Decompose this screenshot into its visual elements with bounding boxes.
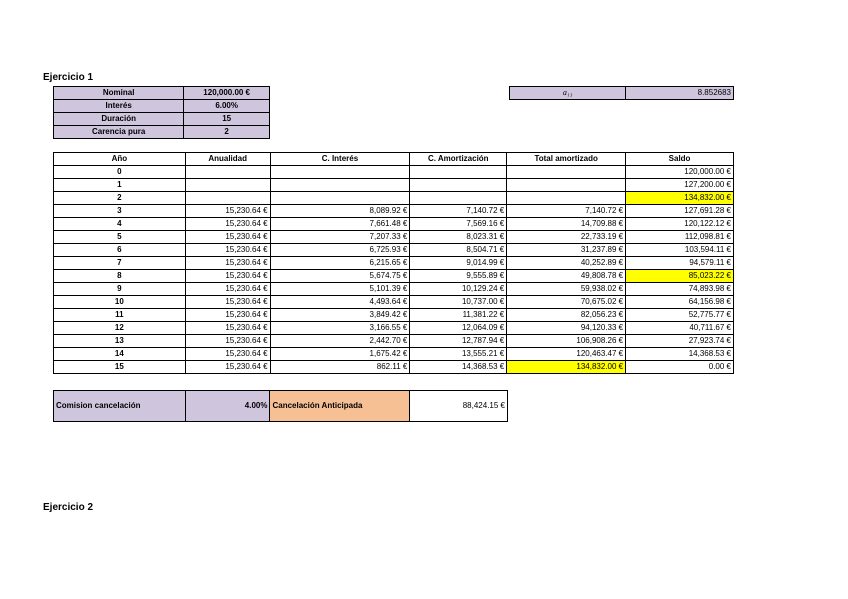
cell-year: 13 (54, 335, 186, 348)
cell-interes: 862.11 € (270, 361, 410, 374)
cell-interes: 1,675.42 € (270, 348, 410, 361)
cell-interes (270, 179, 410, 192)
cell-anualidad: 15,230.64 € (185, 218, 270, 231)
cell-interes: 3,166.55 € (270, 322, 410, 335)
cell-total: 40,252.89 € (507, 257, 626, 270)
cell-anualidad: 15,230.64 € (185, 361, 270, 374)
cell-anualidad: 15,230.64 € (185, 244, 270, 257)
column-header: C. Interés (270, 153, 410, 166)
parameter-row (54, 126, 270, 139)
cell-interes: 5,101.39 € (270, 283, 410, 296)
parameter-label: Carencia pura (54, 126, 184, 139)
commission-label: Comision cancelación (54, 391, 186, 422)
cell-anualidad: 15,230.64 € (185, 309, 270, 322)
cell-year: 4 (54, 218, 186, 231)
parameter-value: 6.00% (184, 100, 270, 113)
cell-total: 134,832.00 € (507, 361, 626, 374)
cell-anualidad: 15,230.64 € (185, 231, 270, 244)
cell-saldo: 40,711.67 € (626, 322, 734, 335)
cell-amortizacion: 9,014.99 € (410, 257, 507, 270)
cell-saldo: 134,832.00 € (626, 192, 734, 205)
parameter-label: Interés (54, 100, 184, 113)
parameter-value: 15 (184, 113, 270, 126)
cell-anualidad: 15,230.64 € (185, 322, 270, 335)
cell-anualidad: 15,230.64 € (185, 283, 270, 296)
table-row (54, 296, 734, 309)
cell-amortizacion: 10,129.24 € (410, 283, 507, 296)
cell-total: 22,733.19 € (507, 231, 626, 244)
cell-amortizacion (410, 179, 507, 192)
cell-amortizacion (410, 192, 507, 205)
cell-total (507, 166, 626, 179)
parameter-row (54, 113, 270, 126)
cell-interes: 3,849.42 € (270, 309, 410, 322)
cell-year: 7 (54, 257, 186, 270)
cell-saldo: 127,200.00 € (626, 179, 734, 192)
cell-saldo: 0.00 € (626, 361, 734, 374)
cell-total: 94,120.33 € (507, 322, 626, 335)
table-row (54, 192, 734, 205)
amortization-table (53, 152, 734, 374)
cell-saldo: 85,023.22 € (626, 270, 734, 283)
cell-interes: 7,661.48 € (270, 218, 410, 231)
table-row (54, 257, 734, 270)
column-header: Año (54, 153, 186, 166)
cell-year: 15 (54, 361, 186, 374)
cell-anualidad (185, 179, 270, 192)
cell-year: 3 (54, 205, 186, 218)
table-row (54, 322, 734, 335)
cell-total: 59,938.02 € (507, 283, 626, 296)
cell-total: 49,808.78 € (507, 270, 626, 283)
cell-total: 106,908.26 € (507, 335, 626, 348)
annuity-factor-value: 8.852683 (626, 87, 734, 100)
cell-anualidad: 15,230.64 € (185, 296, 270, 309)
cell-amortizacion: 8,504.71 € (410, 244, 507, 257)
parameter-value: 120,000.00 € (184, 87, 270, 100)
cell-year: 1 (54, 179, 186, 192)
cell-amortizacion: 8,023.31 € (410, 231, 507, 244)
cell-total (507, 192, 626, 205)
cell-total: 82,056.23 € (507, 309, 626, 322)
column-header: Saldo (626, 153, 734, 166)
cell-saldo: 52,775.77 € (626, 309, 734, 322)
cell-year: 11 (54, 309, 186, 322)
cell-year: 5 (54, 231, 186, 244)
table-row (54, 231, 734, 244)
cell-amortizacion: 12,064.09 € (410, 322, 507, 335)
cell-year: 12 (54, 322, 186, 335)
cell-saldo: 127,691.28 € (626, 205, 734, 218)
parameter-value: 2 (184, 126, 270, 139)
column-header: Total amortizado (507, 153, 626, 166)
table-row (54, 309, 734, 322)
cell-saldo: 27,923.74 € (626, 335, 734, 348)
column-header: Anualidad (185, 153, 270, 166)
cell-year: 0 (54, 166, 186, 179)
table-row (54, 335, 734, 348)
cell-anualidad: 15,230.64 € (185, 257, 270, 270)
cell-total: 7,140.72 € (507, 205, 626, 218)
cell-anualidad: 15,230.64 € (185, 270, 270, 283)
table-row (54, 166, 734, 179)
cell-total: 14,709.88 € (507, 218, 626, 231)
cell-anualidad (185, 166, 270, 179)
table-row (54, 361, 734, 374)
table-row (54, 348, 734, 361)
early-cancellation-value: 88,424.15 € (410, 391, 508, 422)
cell-saldo: 74,893.98 € (626, 283, 734, 296)
column-header: C. Amortización (410, 153, 507, 166)
table-row (54, 205, 734, 218)
cell-saldo: 120,000.00 € (626, 166, 734, 179)
cell-interes: 6,725.93 € (270, 244, 410, 257)
cell-saldo: 120,122.12 € (626, 218, 734, 231)
cell-interes: 5,674.75 € (270, 270, 410, 283)
cell-anualidad: 15,230.64 € (185, 335, 270, 348)
cell-year: 8 (54, 270, 186, 283)
cell-interes: 6,215.65 € (270, 257, 410, 270)
cell-year: 2 (54, 192, 186, 205)
cell-amortizacion: 11,381.22 € (410, 309, 507, 322)
cell-amortizacion: 14,368.53 € (410, 361, 507, 374)
cell-total: 120,463.47 € (507, 348, 626, 361)
table-row (54, 179, 734, 192)
ejercicio-1-title: Ejercicio 1 (43, 72, 94, 83)
amortization-header-row (54, 153, 734, 166)
annuity-factor-symbol: a₁₃ (510, 87, 626, 100)
cell-interes: 2,442.70 € (270, 335, 410, 348)
cell-interes (270, 192, 410, 205)
cell-year: 10 (54, 296, 186, 309)
cell-interes (270, 166, 410, 179)
cell-amortizacion: 10,737.00 € (410, 296, 507, 309)
cell-amortizacion: 12,787.94 € (410, 335, 507, 348)
parameter-label: Nominal (54, 87, 184, 100)
early-cancellation-label: Cancelación Anticipada (270, 391, 410, 422)
cell-saldo: 94,579.11 € (626, 257, 734, 270)
table-row (54, 270, 734, 283)
cell-total: 31,237.89 € (507, 244, 626, 257)
commission-value: 4.00% (185, 391, 270, 422)
cell-amortizacion: 7,569.16 € (410, 218, 507, 231)
cell-saldo: 103,594.11 € (626, 244, 734, 257)
cell-year: 14 (54, 348, 186, 361)
cell-year: 9 (54, 283, 186, 296)
cell-anualidad: 15,230.64 € (185, 205, 270, 218)
table-row (54, 218, 734, 231)
cell-interes: 4,493.64 € (270, 296, 410, 309)
cell-interes: 8,089.92 € (270, 205, 410, 218)
parameter-row (54, 87, 270, 100)
cell-year: 6 (54, 244, 186, 257)
cell-amortizacion: 13,555.21 € (410, 348, 507, 361)
cell-saldo: 112,098.81 € (626, 231, 734, 244)
annuity-factor-table (509, 86, 734, 100)
parameters-table (53, 86, 270, 139)
cell-anualidad (185, 192, 270, 205)
cancellation-table (53, 390, 508, 422)
cell-anualidad: 15,230.64 € (185, 348, 270, 361)
cell-amortizacion: 9,555.89 € (410, 270, 507, 283)
table-row (54, 283, 734, 296)
cell-total: 70,675.02 € (507, 296, 626, 309)
cell-saldo: 14,368.53 € (626, 348, 734, 361)
cell-amortizacion (410, 166, 507, 179)
cell-total (507, 179, 626, 192)
cell-saldo: 64,156.98 € (626, 296, 734, 309)
parameter-row (54, 100, 270, 113)
cell-amortizacion: 7,140.72 € (410, 205, 507, 218)
ejercicio-2-title: Ejercicio 2 (43, 502, 94, 513)
cell-interes: 7,207.33 € (270, 231, 410, 244)
parameter-label: Duración (54, 113, 184, 126)
table-row (54, 244, 734, 257)
